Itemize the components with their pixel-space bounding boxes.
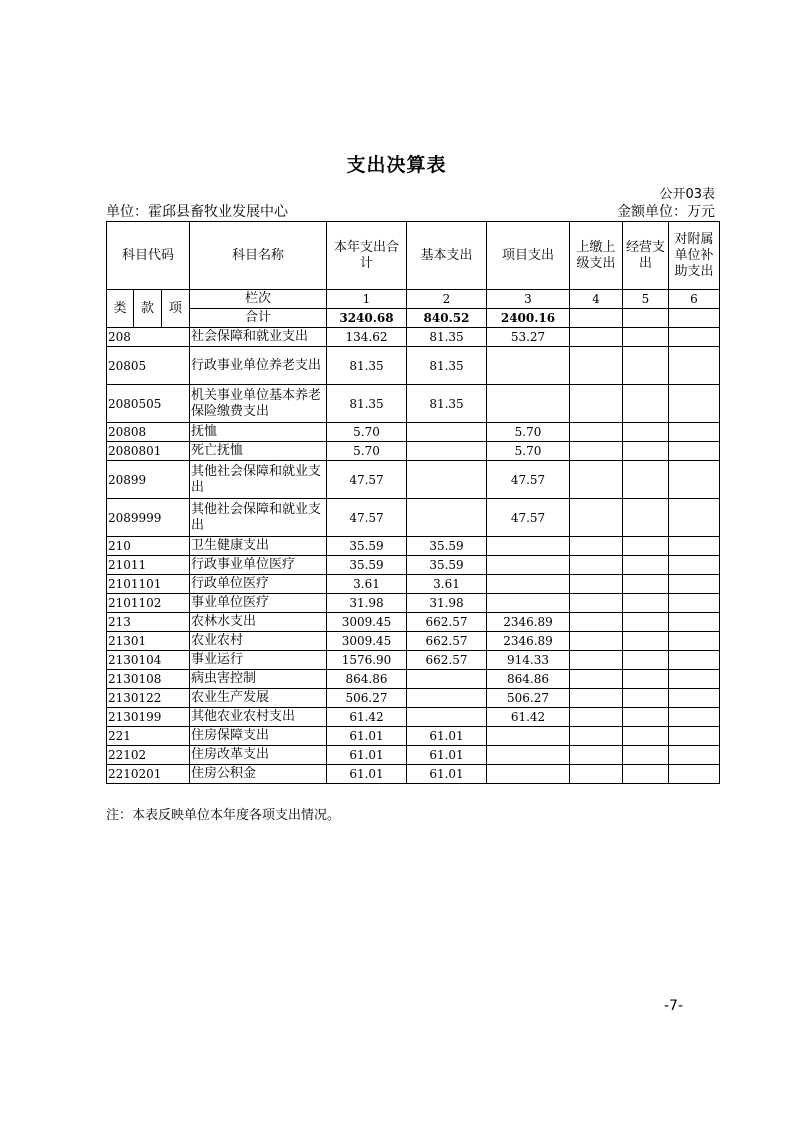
table-row (107, 385, 720, 423)
name-cell: 行政单位医疗 (190, 575, 327, 594)
business-cell (623, 537, 669, 556)
subsidiary-cell (669, 613, 720, 632)
table-row (107, 347, 720, 385)
code-cell: 21011 (107, 556, 190, 575)
table-row (107, 613, 720, 632)
name-cell: 卫生健康支出 (190, 537, 327, 556)
name-cell: 住房改革支出 (190, 746, 327, 765)
subsidiary-cell (669, 632, 720, 651)
code-cell: 2130122 (107, 689, 190, 708)
project-cell: 864.86 (487, 670, 570, 689)
total-cell: 1576.90 (327, 651, 407, 670)
total-cell: 81.35 (327, 385, 407, 423)
code-cell: 2130108 (107, 670, 190, 689)
header-name: 科目名称 (190, 222, 327, 290)
subsidiary-cell (669, 556, 720, 575)
total-cell: 5.70 (327, 442, 407, 461)
total-cell: 61.01 (327, 727, 407, 746)
subsidiary-cell (669, 499, 720, 537)
table-row (107, 556, 720, 575)
page-number: -7- (664, 998, 684, 1014)
name-cell: 死亡抚恤 (190, 442, 327, 461)
total-cell: 506.27 (327, 689, 407, 708)
superior-cell (570, 328, 623, 347)
table-row (107, 651, 720, 670)
basic-cell: 662.57 (407, 613, 487, 632)
superior-cell (570, 613, 623, 632)
table-row (107, 746, 720, 765)
basic-cell (407, 689, 487, 708)
project-cell (487, 746, 570, 765)
basic-cell (407, 461, 487, 499)
superior-cell (570, 442, 623, 461)
name-cell: 农林水支出 (190, 613, 327, 632)
basic-cell (407, 499, 487, 537)
business-cell (623, 442, 669, 461)
total-cell: 61.42 (327, 708, 407, 727)
header-total: 本年支出合计 (327, 222, 407, 290)
name-cell: 事业单位医疗 (190, 594, 327, 613)
expenditure-table (106, 221, 720, 784)
business-cell (623, 651, 669, 670)
superior-cell (570, 385, 623, 423)
code-cell: 2101102 (107, 594, 190, 613)
total-sum: 3240.68 (327, 309, 407, 328)
header-lei: 类 (107, 290, 134, 328)
subsidiary-cell (669, 670, 720, 689)
project-cell (487, 594, 570, 613)
business-cell (623, 708, 669, 727)
business-cell (623, 423, 669, 442)
business-cell (623, 689, 669, 708)
project-cell: 47.57 (487, 461, 570, 499)
basic-cell (407, 423, 487, 442)
code-cell: 2130199 (107, 708, 190, 727)
subsidiary-cell (669, 537, 720, 556)
superior-cell (570, 765, 623, 784)
total-cell: 3009.45 (327, 613, 407, 632)
business-cell (623, 575, 669, 594)
form-number: 公开03表 (659, 187, 715, 202)
superior-cell (570, 708, 623, 727)
basic-cell: 81.35 (407, 328, 487, 347)
basic-cell: 35.59 (407, 537, 487, 556)
basic-cell: 662.57 (407, 632, 487, 651)
business-cell (623, 613, 669, 632)
project-cell: 5.70 (487, 423, 570, 442)
total-cell: 5.70 (327, 423, 407, 442)
project-cell: 2346.89 (487, 632, 570, 651)
table-row (107, 461, 720, 499)
name-cell: 住房保障支出 (190, 727, 327, 746)
total-row (107, 309, 720, 328)
superior-cell (570, 651, 623, 670)
header-basic: 基本支出 (407, 222, 487, 290)
total-basic: 840.52 (407, 309, 487, 328)
business-cell (623, 765, 669, 784)
basic-cell: 81.35 (407, 385, 487, 423)
total-label: 合计 (190, 309, 327, 328)
superior-cell (570, 347, 623, 385)
basic-cell: 61.01 (407, 765, 487, 784)
amount-unit: 金额单位：万元 (617, 204, 715, 220)
superior-cell (570, 632, 623, 651)
name-cell: 行政事业单位医疗 (190, 556, 327, 575)
table-row (107, 423, 720, 442)
business-cell (623, 727, 669, 746)
name-cell: 其他社会保障和就业支出 (190, 499, 327, 537)
superior-cell (570, 575, 623, 594)
superior-cell (570, 461, 623, 499)
table-note: 注：本表反映单位本年度各项支出情况。 (106, 808, 341, 823)
superior-cell (570, 499, 623, 537)
project-cell (487, 347, 570, 385)
project-cell: 47.57 (487, 499, 570, 537)
total-cell: 134.62 (327, 328, 407, 347)
subsidiary-cell (669, 651, 720, 670)
subsidiary-cell (669, 689, 720, 708)
business-cell (623, 746, 669, 765)
table-row (107, 594, 720, 613)
superior-cell (570, 594, 623, 613)
header-business: 经营支出 (623, 222, 669, 290)
business-cell (623, 670, 669, 689)
col-index-3: 3 (487, 290, 570, 309)
business-cell (623, 461, 669, 499)
name-cell: 病虫害控制 (190, 670, 327, 689)
code-cell: 2210201 (107, 765, 190, 784)
table-row (107, 499, 720, 537)
superior-cell (570, 423, 623, 442)
table-row (107, 328, 720, 347)
code-cell: 20899 (107, 461, 190, 499)
total-cell: 61.01 (327, 765, 407, 784)
header-subsidiary: 对附属单位补助支出 (669, 222, 720, 290)
name-cell: 行政事业单位养老支出 (190, 347, 327, 385)
total-cell: 3.61 (327, 575, 407, 594)
name-cell: 事业运行 (190, 651, 327, 670)
superior-cell (570, 537, 623, 556)
header-lanci: 栏次 (190, 290, 327, 309)
table-row (107, 537, 720, 556)
name-cell: 农业农村 (190, 632, 327, 651)
header-xiang: 项 (162, 290, 190, 328)
name-cell: 农业生产发展 (190, 689, 327, 708)
total-superior (570, 309, 623, 328)
code-cell: 20805 (107, 347, 190, 385)
subsidiary-cell (669, 575, 720, 594)
column-index-row (107, 290, 720, 309)
subsidiary-cell (669, 442, 720, 461)
project-cell: 914.33 (487, 651, 570, 670)
col-index-2: 2 (407, 290, 487, 309)
superior-cell (570, 556, 623, 575)
code-cell: 2089999 (107, 499, 190, 537)
business-cell (623, 632, 669, 651)
table-row (107, 765, 720, 784)
basic-cell (407, 442, 487, 461)
subsidiary-cell (669, 461, 720, 499)
basic-cell: 662.57 (407, 651, 487, 670)
project-cell (487, 765, 570, 784)
code-cell: 221 (107, 727, 190, 746)
total-cell: 31.98 (327, 594, 407, 613)
subsidiary-cell (669, 594, 720, 613)
code-cell: 21301 (107, 632, 190, 651)
header-superior: 上缴上级支出 (570, 222, 623, 290)
code-cell: 20808 (107, 423, 190, 442)
subsidiary-cell (669, 328, 720, 347)
table-row (107, 442, 720, 461)
col-index-6: 6 (669, 290, 720, 309)
business-cell (623, 499, 669, 537)
col-index-4: 4 (570, 290, 623, 309)
basic-cell: 3.61 (407, 575, 487, 594)
total-cell: 47.57 (327, 461, 407, 499)
project-cell: 53.27 (487, 328, 570, 347)
code-cell: 22102 (107, 746, 190, 765)
total-cell: 35.59 (327, 537, 407, 556)
table-row (107, 708, 720, 727)
header-kuan: 款 (134, 290, 162, 328)
project-cell (487, 575, 570, 594)
total-business (623, 309, 669, 328)
code-cell: 2101101 (107, 575, 190, 594)
business-cell (623, 594, 669, 613)
project-cell (487, 556, 570, 575)
business-cell (623, 328, 669, 347)
code-cell: 2080801 (107, 442, 190, 461)
superior-cell (570, 670, 623, 689)
subsidiary-cell (669, 347, 720, 385)
subsidiary-cell (669, 385, 720, 423)
table-row (107, 575, 720, 594)
code-cell: 208 (107, 328, 190, 347)
table-row (107, 670, 720, 689)
name-cell: 社会保障和就业支出 (190, 328, 327, 347)
total-cell: 61.01 (327, 746, 407, 765)
basic-cell: 61.01 (407, 727, 487, 746)
code-cell: 2130104 (107, 651, 190, 670)
basic-cell (407, 708, 487, 727)
total-cell: 35.59 (327, 556, 407, 575)
subsidiary-cell (669, 746, 720, 765)
basic-cell (407, 670, 487, 689)
total-subsidiary (669, 309, 720, 328)
col-index-1: 1 (327, 290, 407, 309)
total-cell: 864.86 (327, 670, 407, 689)
subsidiary-cell (669, 708, 720, 727)
project-cell: 5.70 (487, 442, 570, 461)
project-cell: 2346.89 (487, 613, 570, 632)
header-row (107, 222, 720, 290)
code-cell: 210 (107, 537, 190, 556)
header-project: 项目支出 (487, 222, 570, 290)
project-cell (487, 727, 570, 746)
subsidiary-cell (669, 727, 720, 746)
name-cell: 机关事业单位基本养老保险缴费支出 (190, 385, 327, 423)
basic-cell: 35.59 (407, 556, 487, 575)
table-row (107, 632, 720, 651)
header-code: 科目代码 (107, 222, 190, 290)
business-cell (623, 556, 669, 575)
project-cell (487, 537, 570, 556)
total-cell: 81.35 (327, 347, 407, 385)
superior-cell (570, 727, 623, 746)
superior-cell (570, 746, 623, 765)
table-row (107, 689, 720, 708)
basic-cell: 61.01 (407, 746, 487, 765)
code-cell: 2080505 (107, 385, 190, 423)
name-cell: 其他农业农村支出 (190, 708, 327, 727)
total-cell: 47.57 (327, 499, 407, 537)
business-cell (623, 347, 669, 385)
code-cell: 213 (107, 613, 190, 632)
project-cell: 506.27 (487, 689, 570, 708)
subsidiary-cell (669, 765, 720, 784)
name-cell: 其他社会保障和就业支出 (190, 461, 327, 499)
col-index-5: 5 (623, 290, 669, 309)
subsidiary-cell (669, 423, 720, 442)
unit-name: 单位：霍邱县畜牧业发展中心 (106, 204, 288, 220)
total-cell: 3009.45 (327, 632, 407, 651)
table-row (107, 727, 720, 746)
basic-cell: 81.35 (407, 347, 487, 385)
project-cell: 61.42 (487, 708, 570, 727)
superior-cell (570, 689, 623, 708)
total-project: 2400.16 (487, 309, 570, 328)
page-title: 支出决算表 (346, 154, 447, 176)
business-cell (623, 385, 669, 423)
name-cell: 抚恤 (190, 423, 327, 442)
project-cell (487, 385, 570, 423)
basic-cell: 31.98 (407, 594, 487, 613)
name-cell: 住房公积金 (190, 765, 327, 784)
